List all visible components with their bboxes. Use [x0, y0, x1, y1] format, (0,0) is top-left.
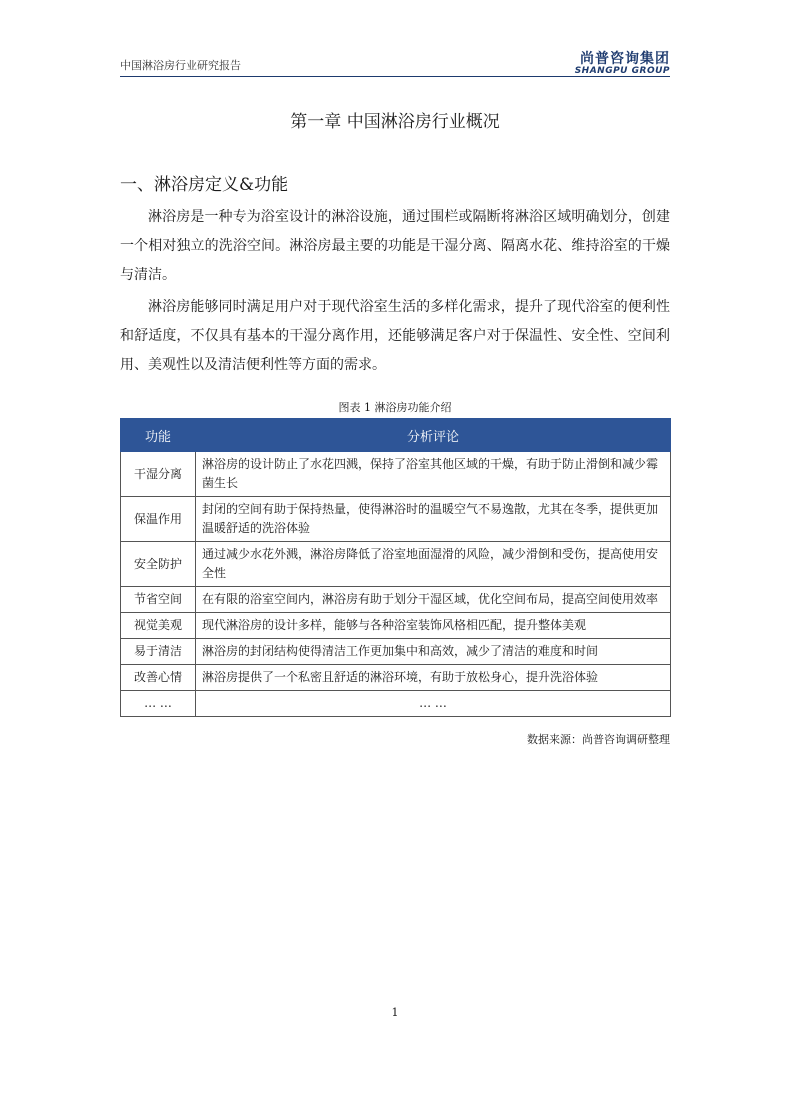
- function-cell: 视觉美观: [121, 613, 196, 639]
- function-table: [120, 418, 671, 717]
- section-heading: 一、淋浴房定义&功能: [120, 175, 289, 195]
- analysis-cell: 通过减少水花外溅，淋浴房降低了浴室地面湿滑的风险，减少滑倒和受伤，提高使用安全性: [196, 542, 671, 587]
- header-divider: [120, 76, 670, 77]
- table-caption: 图表 1 淋浴房功能介绍: [338, 401, 452, 414]
- chapter-title: 第一章 中国淋浴房行业概况: [290, 112, 500, 132]
- company-logo: [575, 52, 670, 77]
- analysis-cell: 现代淋浴房的设计多样，能够与各种浴室装饰风格相匹配，提升整体美观: [196, 613, 671, 639]
- analysis-cell: … …: [196, 691, 671, 717]
- page-number: 1: [391, 1006, 399, 1019]
- function-cell: 节省空间: [121, 587, 196, 613]
- function-cell: 干湿分离: [121, 452, 196, 497]
- analysis-cell: 淋浴房提供了一个私密且舒适的淋浴环境，有助于放松身心，提升洗浴体验: [196, 665, 671, 691]
- table-row: [121, 613, 671, 639]
- function-cell: … …: [121, 691, 196, 717]
- table-row: [121, 542, 671, 587]
- table-row: [121, 665, 671, 691]
- analysis-cell: 在有限的浴室空间内，淋浴房有助于划分干湿区域，优化空间布局，提高空间使用效率: [196, 587, 671, 613]
- page-header-text: 中国淋浴房行业研究报告: [120, 59, 241, 72]
- analysis-cell: 淋浴房的设计防止了水花四溅，保持了浴室其他区域的干燥，有助于防止滑倒和减少霉菌生长: [196, 452, 671, 497]
- function-cell: 安全防护: [121, 542, 196, 587]
- column-header-analysis: 分析评论: [196, 419, 671, 452]
- function-cell: 易于清洁: [121, 639, 196, 665]
- function-cell: 改善心情: [121, 665, 196, 691]
- paragraph-definition: 淋浴房是一种专为浴室设计的淋浴设施，通过围栏或隔断将淋浴区域明确划分，创建一个相对独立的洗浴空间。淋浴房最主要的功能是干湿分离、隔离水花、维持浴室的干燥与清洁。: [120, 209, 670, 283]
- column-header-function: 功能: [121, 419, 196, 452]
- table-row: [121, 691, 671, 717]
- table-row: [121, 639, 671, 665]
- table-row: [121, 497, 671, 542]
- logo-chinese-text: 尚普咨询集团: [580, 51, 670, 67]
- paragraph-functions: 淋浴房能够同时满足用户对于现代浴室生活的多样化需求，提升了现代浴室的便利性和舒适度，不仅具有基本的干湿分离作用，还能够满足客户对于保温性、安全性、空间利用、美观性以及清洁便利性等方面的需求。: [120, 299, 670, 373]
- table-row: [121, 452, 671, 497]
- logo-english-text: SHANGPU GROUP: [574, 66, 670, 76]
- analysis-cell: 封闭的空间有助于保持热量，使得淋浴时的温暖空气不易逸散，尤其在冬季，提供更加温暖舒适的洗浴体验: [196, 497, 671, 542]
- data-source-note: 数据来源：尚普咨询调研整理: [527, 733, 670, 746]
- table-header-row: [121, 419, 671, 452]
- analysis-cell: 淋浴房的封闭结构使得清洁工作更加集中和高效，减少了清洁的难度和时间: [196, 639, 671, 665]
- function-cell: 保温作用: [121, 497, 196, 542]
- table-row: [121, 587, 671, 613]
